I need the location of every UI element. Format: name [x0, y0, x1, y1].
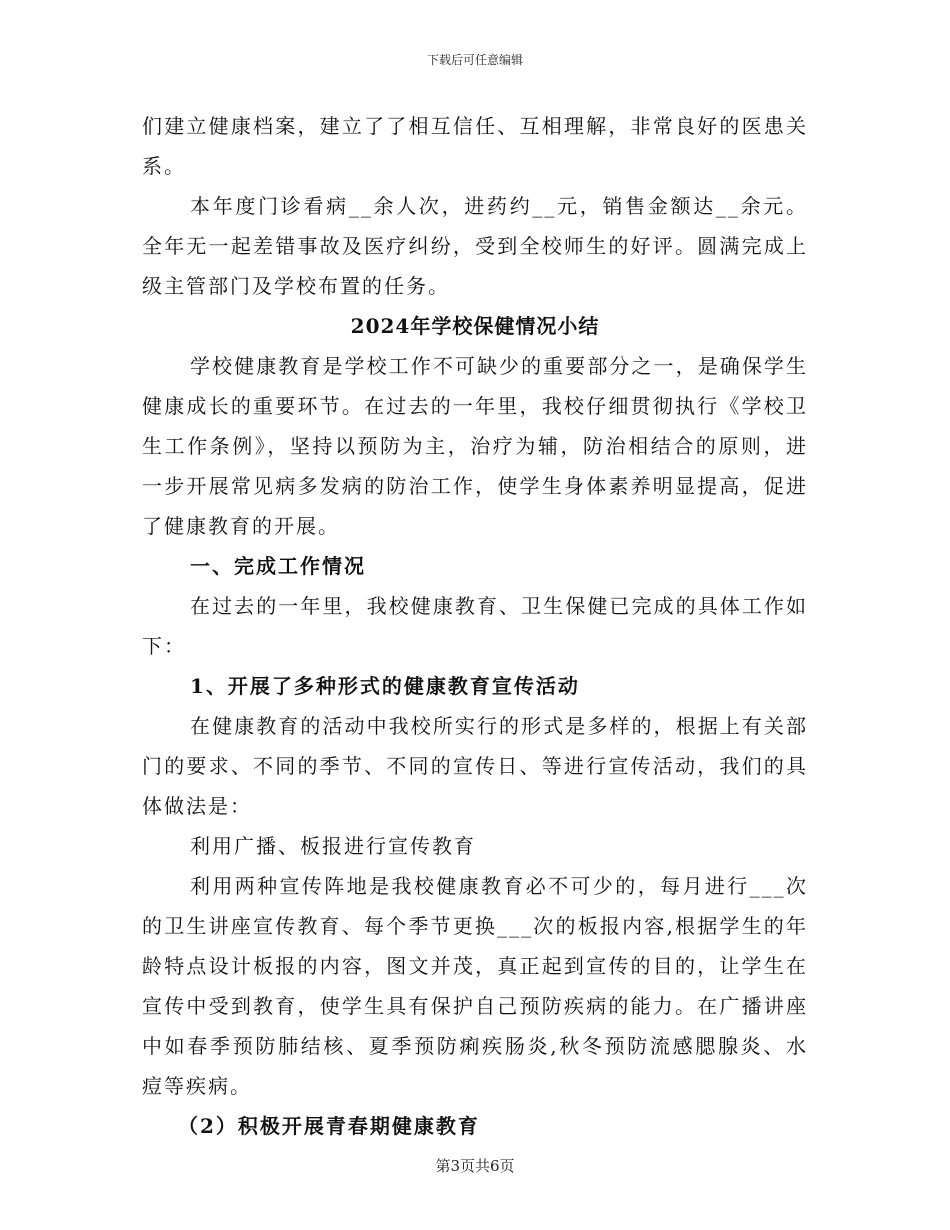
paragraph: 学校健康教育是学校工作不可缺少的重要部分之一，是确保学生健康成长的重要环节。在过去的一年里，我校仔细贯彻执行《学校卫生工作条例》，坚持以预防为主，治疗为辅，防治相结合的原则，进一步开展常见病多发病的防治工作，使学生身体素养明显提高，促进了健康教育的开展。 [142, 354, 808, 538]
paragraph: 利用两种宣传阵地是我校健康教育必不可少的，每月进行___次的卫生讲座宣传教育、每个季节更换___次的板报内容,根据学生的年龄特点设计板报的内容，图文并茂，真正起到宣传的目的，让学生在宣传中受到教育，使学生具有保护自己预防疾病的能力。在广播讲座中如春季预防肺结核、夏季预防痢疾肠炎,秋冬预防流感腮腺炎、水痘等疾病。 [142, 874, 808, 1098]
subsection-heading: （2）积极开展青春期健康教育 [178, 1114, 480, 1138]
paragraph: 们建立健康档案，建立了了相互信任、互相理解，非常良好的医患关系。 [142, 114, 808, 178]
paragraph: 在过去的一年里，我校健康教育、卫生保健已完成的具体工作如下： [142, 594, 808, 658]
page-footer: 第3页共6页 [435, 1157, 515, 1175]
document-body [142, 106, 808, 1146]
paragraph: 在健康教育的活动中我校所实行的形式是多样的，根据上有关部门的要求、不同的季节、不同的宣传日、等进行宣传活动，我们的具体做法是： [142, 714, 808, 818]
section-heading: 一、完成工作情况 [190, 554, 366, 578]
paragraph: 本年度门诊看病__余人次，进药约__元，销售金额达__余元。全年无一起差错事故及医疗纠纷，受到全校师生的好评。圆满完成上级主管部门及学校布置的任务。 [142, 194, 808, 298]
subsection-heading: 1、开展了多种形式的健康教育宣传活动 [190, 674, 580, 698]
paragraph: 利用广播、板报进行宣传教育 [190, 834, 476, 858]
section-title: 2024年学校保健情况小结 [350, 314, 600, 338]
page-header: 下载后可任意编辑 [426, 53, 523, 67]
